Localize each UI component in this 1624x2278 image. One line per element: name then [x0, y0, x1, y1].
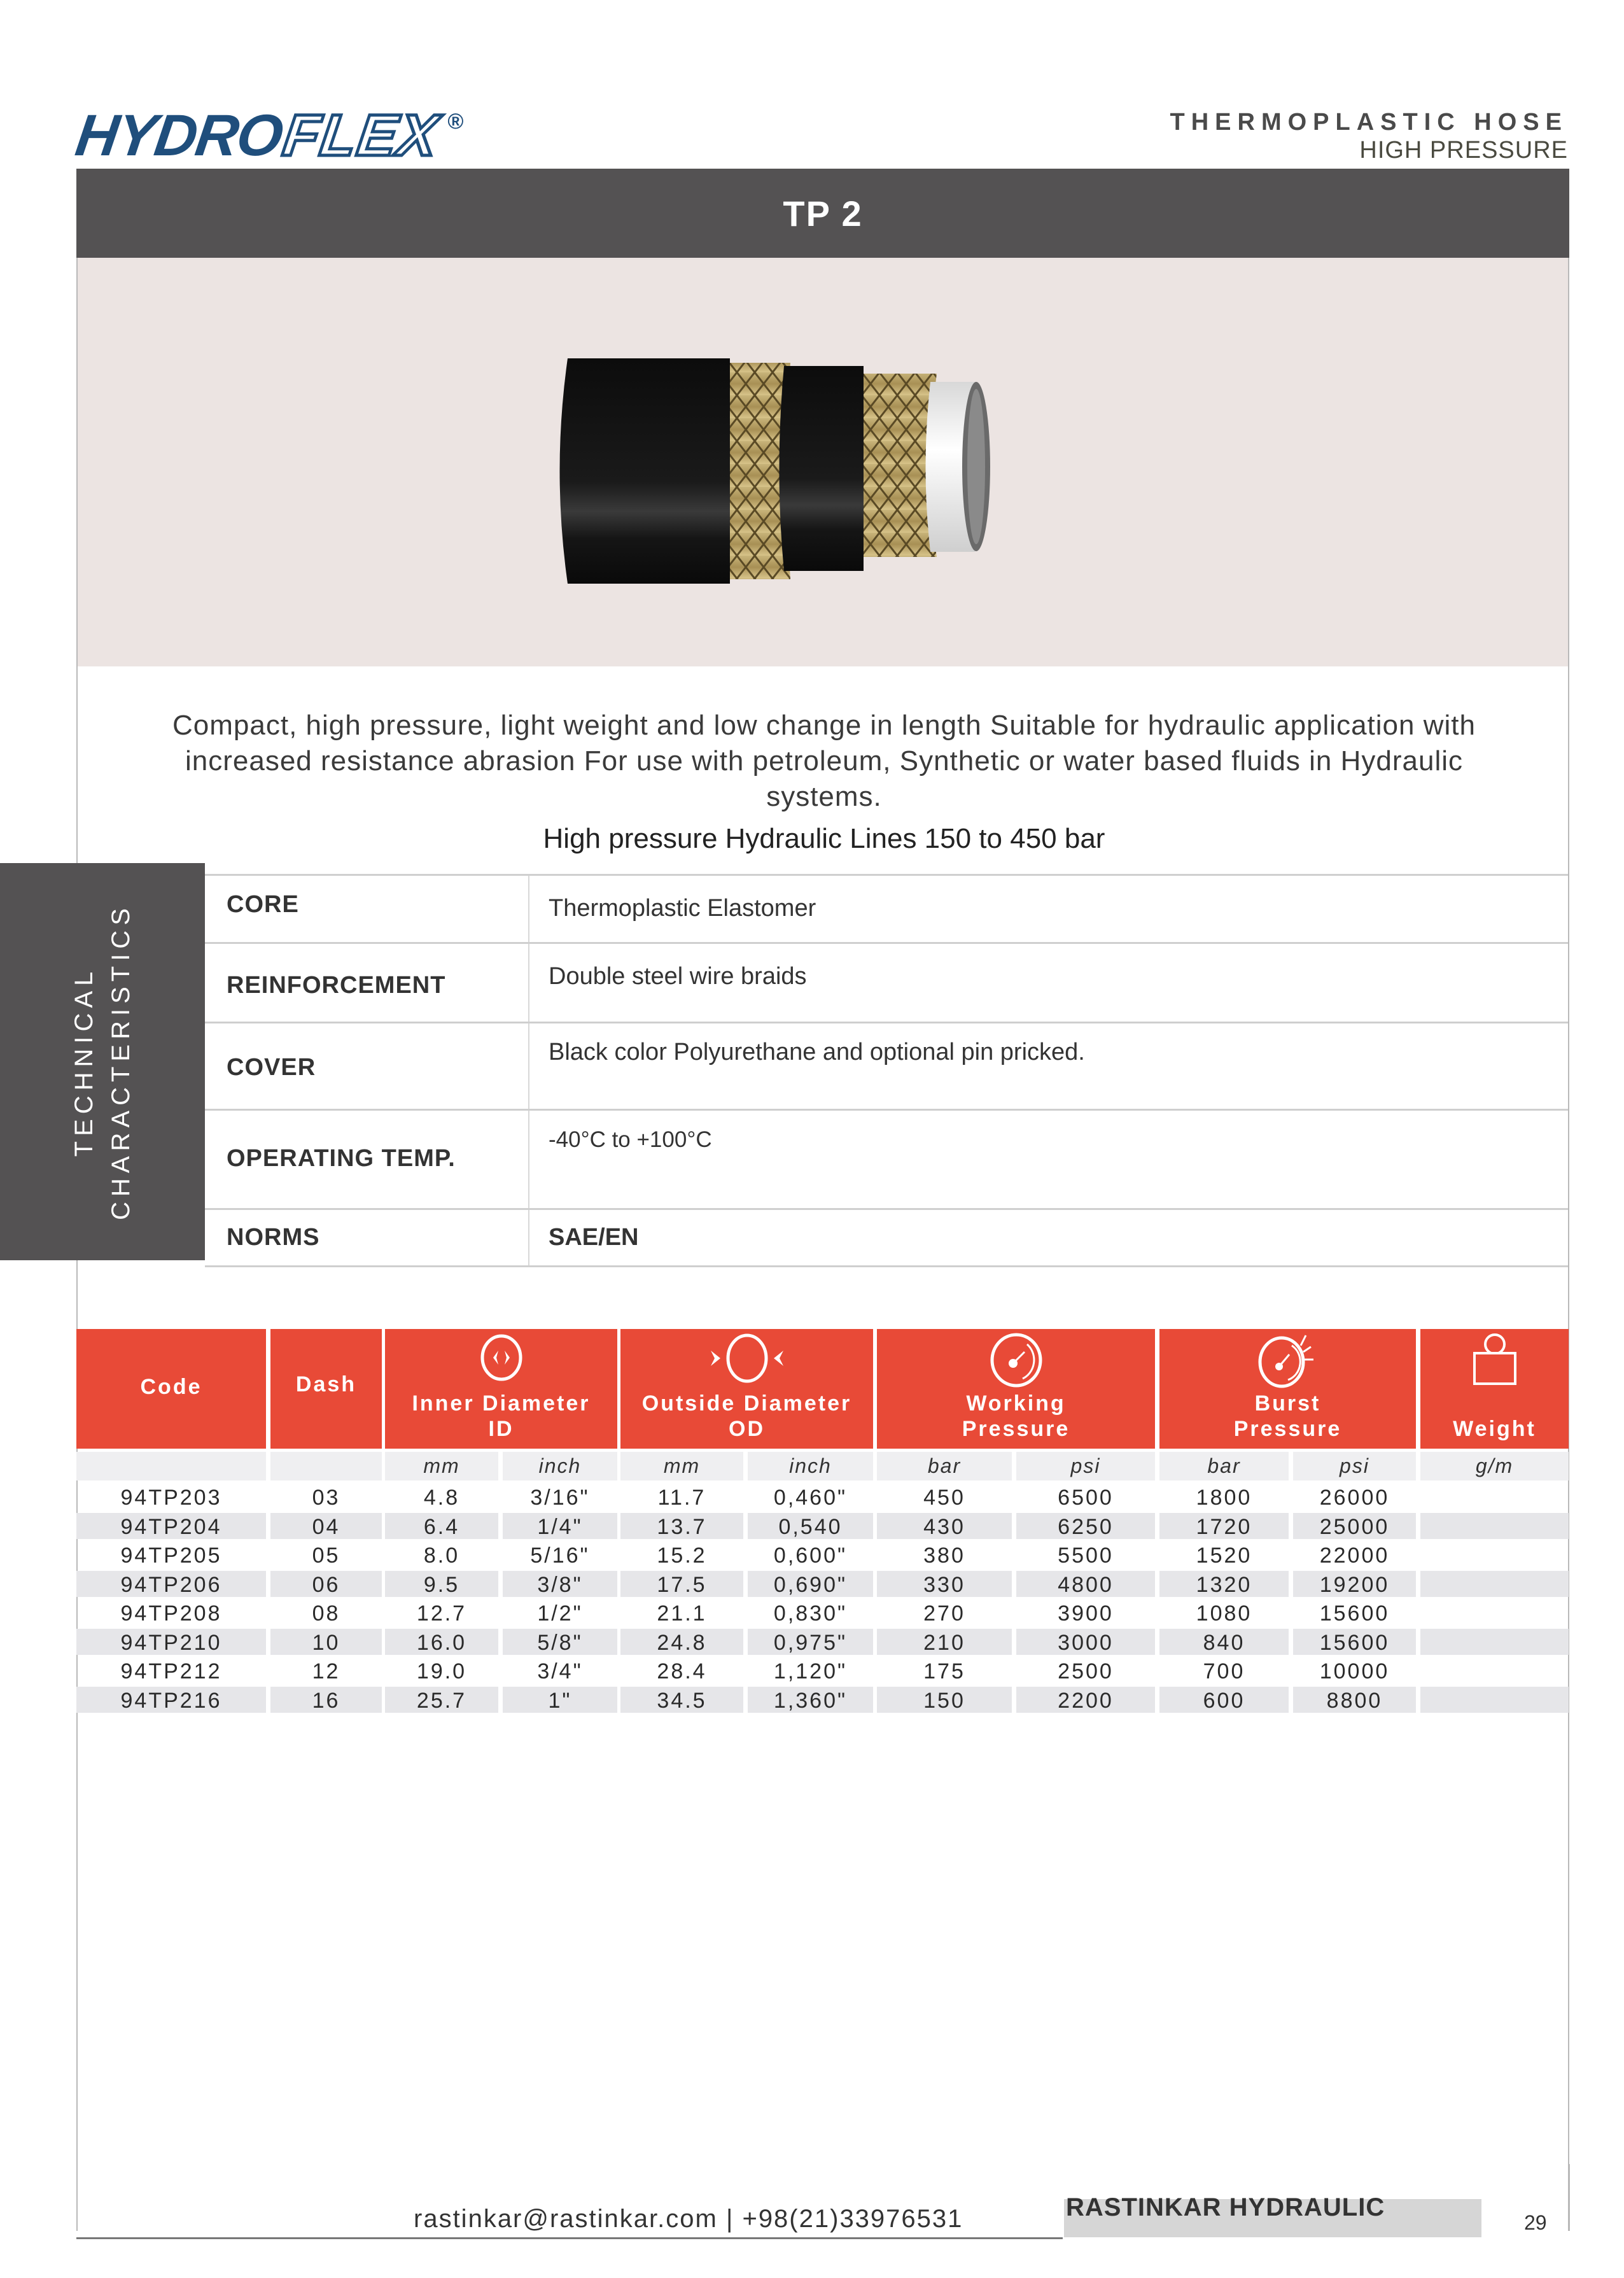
cell-od-inch: 0,975" — [748, 1629, 873, 1655]
cell-dash: 04 — [270, 1513, 382, 1539]
cell-wp-bar: 450 — [923, 1486, 965, 1510]
logo-text-outline: FLEX — [279, 103, 444, 168]
cell-id-mm: 6.4 — [385, 1513, 498, 1539]
registered-mark: ® — [447, 109, 464, 134]
category-title: THERMOPLASTIC HOSE — [1170, 109, 1568, 136]
cell-id-inch: 1/2" — [537, 1601, 583, 1626]
cell-od-mm: 28.4 — [657, 1659, 707, 1684]
footer-company: RASTINKAR HYDRAULIC — [1066, 2193, 1385, 2221]
header-inner-diameter — [385, 1329, 617, 1449]
footer-border-tick — [1569, 2164, 1570, 2231]
product-title: TP 2 — [783, 193, 863, 234]
cell-id-inch: 1/4" — [503, 1513, 617, 1539]
header-dash — [270, 1329, 382, 1449]
cell-wp-psi: 2200 — [1016, 1687, 1155, 1713]
tech-label: OPERATING TEMP. — [205, 1111, 529, 1208]
cell-code: 94TP216 — [76, 1687, 266, 1713]
cell-code: 94TP212 — [120, 1659, 222, 1684]
cell-wp-psi: 6250 — [1016, 1513, 1155, 1539]
unit-id-mm: mm — [385, 1452, 498, 1480]
footer-contact: rastinkar@rastinkar.com | +98(21)33976531 — [414, 2205, 963, 2233]
category-heading — [1170, 108, 1568, 164]
tech-row-norms — [205, 1208, 1568, 1267]
cell-wp-psi: 3000 — [1016, 1629, 1155, 1655]
cell-bp-psi: 19200 — [1293, 1571, 1416, 1597]
header-burst-pressure — [1159, 1329, 1416, 1449]
cell-od-mm: 34.5 — [620, 1687, 743, 1713]
page-border-right — [1568, 169, 1569, 2231]
cell-id-mm: 4.8 — [423, 1486, 460, 1510]
cell-weight — [1420, 1513, 1569, 1539]
cell-od-mm: 21.1 — [657, 1601, 707, 1626]
unit-wp-bar: bar — [877, 1452, 1012, 1480]
cell-od-inch: 0,830" — [773, 1601, 848, 1626]
outside-diameter-icon — [699, 1333, 795, 1384]
cell-od-mm: 24.8 — [620, 1629, 743, 1655]
cell-dash: 06 — [270, 1571, 382, 1597]
hose-image — [78, 258, 1568, 666]
header-weight-label: Weight — [1453, 1417, 1536, 1441]
side-label-line: TECHNICAL — [70, 966, 98, 1157]
cell-id-mm: 25.7 — [385, 1687, 498, 1713]
cell-id-mm: 19.0 — [416, 1659, 467, 1684]
description-line: increased resistance abrasion For use with petroleum, Synthetic or water based fluids in Hydraulic — [185, 745, 1464, 777]
cell-bp-bar: 700 — [1203, 1659, 1245, 1684]
header-working-pressure — [877, 1329, 1155, 1449]
header-dash-label: Dash — [295, 1372, 357, 1396]
cell-wp-bar: 430 — [877, 1513, 1012, 1539]
header-burst-label-2: Pressure — [1233, 1417, 1342, 1441]
cell-id-inch: 3/16" — [530, 1486, 590, 1510]
tech-label: NORMS — [205, 1210, 529, 1265]
header-working-label-1: Working — [966, 1391, 1066, 1416]
header-outside-diameter-label: Outside Diameter — [641, 1391, 852, 1416]
cell-wp-psi: 6500 — [1058, 1486, 1114, 1510]
description-line: systems. — [766, 781, 882, 812]
cell-od-inch: 0,690" — [748, 1571, 873, 1597]
cell-od-inch: 0,600" — [773, 1543, 848, 1568]
tech-value: Thermoplastic Elastomer — [549, 895, 816, 922]
unit-weight: g/m — [1420, 1452, 1569, 1480]
category-subtitle: HIGH PRESSURE — [1359, 137, 1568, 164]
cell-bp-bar: 1080 — [1196, 1601, 1252, 1626]
cell-weight — [1420, 1687, 1569, 1713]
burst-gauge-icon — [1250, 1332, 1326, 1389]
cell-bp-bar: 1800 — [1196, 1486, 1252, 1510]
cell-code: 94TP210 — [76, 1629, 266, 1655]
inner-diameter-icon — [479, 1333, 524, 1382]
header-code — [76, 1329, 266, 1449]
unit-od-inch: inch — [748, 1452, 873, 1480]
header-outside-diameter — [620, 1329, 873, 1449]
tech-label: COVER — [205, 1023, 529, 1109]
cell-bp-psi: 15600 — [1293, 1629, 1416, 1655]
header-inner-diameter-label: Inner Diameter — [412, 1391, 591, 1416]
cell-od-inch: 1,360" — [748, 1687, 873, 1713]
cell-wp-bar: 380 — [923, 1543, 965, 1568]
cell-code: 94TP204 — [76, 1513, 266, 1539]
cell-wp-bar: 330 — [877, 1571, 1012, 1597]
header-id-abbr: ID — [488, 1417, 514, 1441]
cell-dash: 12 — [312, 1659, 340, 1684]
product-title-bar — [76, 169, 1569, 258]
cell-dash: 05 — [312, 1543, 340, 1568]
cell-dash: 08 — [312, 1601, 340, 1626]
cell-bp-bar: 1720 — [1159, 1513, 1289, 1539]
cell-wp-psi: 3900 — [1058, 1601, 1114, 1626]
description-line: Compact, high pressure, light weight and low change in length Suitable for hydraulic application with — [172, 710, 1476, 741]
product-description — [83, 708, 1565, 815]
cell-id-mm: 8.0 — [423, 1543, 460, 1568]
cell-weight — [1420, 1542, 1569, 1568]
side-label-line: CHARACTERISTICS — [107, 903, 135, 1220]
hydroflex-logo — [71, 103, 464, 168]
cell-dash: 10 — [270, 1629, 382, 1655]
cell-wp-bar: 150 — [877, 1687, 1012, 1713]
pressure-range-line: High pressure Hydraulic Lines 150 to 450 bar — [543, 823, 1105, 854]
weight-icon — [1469, 1332, 1520, 1389]
cell-bp-bar: 840 — [1159, 1629, 1289, 1655]
cell-od-mm: 17.5 — [620, 1571, 743, 1597]
pressure-gauge-icon — [988, 1332, 1045, 1389]
page-number: 29 — [1524, 2211, 1547, 2234]
tech-row-operating-temp — [205, 1109, 1568, 1208]
unit-bp-psi: psi — [1293, 1452, 1416, 1480]
technical-characteristics-panel — [0, 863, 205, 1260]
product-image-area — [78, 258, 1568, 666]
cell-code: 94TP206 — [76, 1571, 266, 1597]
cell-bp-psi: 22000 — [1319, 1543, 1390, 1568]
tech-row-reinforcement — [205, 942, 1568, 1022]
footer-rule — [76, 2237, 1063, 2239]
cell-id-inch: 3/4" — [537, 1659, 583, 1684]
cell-weight — [1420, 1600, 1569, 1626]
tech-value: SAE/EN — [549, 1224, 639, 1251]
cell-id-mm: 9.5 — [385, 1571, 498, 1597]
tech-value: Double steel wire braids — [549, 963, 807, 990]
unit-id-inch: inch — [503, 1452, 617, 1480]
cell-weight — [1420, 1657, 1569, 1684]
cell-weight — [1420, 1484, 1569, 1510]
cell-bp-bar: 600 — [1159, 1687, 1289, 1713]
cell-bp-bar: 1320 — [1159, 1571, 1289, 1597]
cell-id-inch: 5/16" — [530, 1543, 590, 1568]
tech-row-core — [205, 874, 1568, 942]
cell-bp-psi: 8800 — [1293, 1687, 1416, 1713]
cell-bp-bar: 1520 — [1196, 1543, 1252, 1568]
header-weight — [1420, 1329, 1569, 1449]
unit-bp-bar: bar — [1159, 1452, 1289, 1480]
cell-wp-bar: 210 — [877, 1629, 1012, 1655]
cell-dash: 16 — [270, 1687, 382, 1713]
cell-id-inch: 3/8" — [503, 1571, 617, 1597]
cell-od-inch: 0,540 — [748, 1513, 873, 1539]
cell-wp-psi: 2500 — [1058, 1659, 1114, 1684]
technical-characteristics-label — [66, 903, 139, 1220]
cell-code: 94TP208 — [120, 1601, 222, 1626]
unit-code-blank — [76, 1452, 266, 1480]
technical-characteristics-table — [205, 874, 1568, 1267]
header-working-label-2: Pressure — [962, 1417, 1070, 1441]
cell-id-mm: 12.7 — [416, 1601, 467, 1626]
cell-od-inch: 1,120" — [773, 1659, 848, 1684]
tech-row-cover — [205, 1022, 1568, 1109]
unit-wp-psi: psi — [1016, 1452, 1155, 1480]
cell-od-mm: 15.2 — [657, 1543, 707, 1568]
cell-od-mm: 13.7 — [620, 1513, 743, 1539]
cell-wp-bar: 270 — [923, 1601, 965, 1626]
unit-od-mm: mm — [620, 1452, 743, 1480]
header-code-label: Code — [140, 1375, 202, 1399]
header-od-abbr: OD — [729, 1417, 765, 1441]
tech-value: -40°C to +100°C — [549, 1127, 712, 1152]
tech-label: REINFORCEMENT — [205, 944, 529, 1022]
cell-wp-psi: 4800 — [1016, 1571, 1155, 1597]
cell-wp-bar: 175 — [923, 1659, 965, 1684]
cell-id-mm: 16.0 — [385, 1629, 498, 1655]
unit-dash-blank — [270, 1452, 382, 1480]
cell-bp-psi: 26000 — [1319, 1486, 1390, 1510]
cell-bp-psi: 15600 — [1319, 1601, 1390, 1626]
cell-bp-psi: 10000 — [1319, 1659, 1390, 1684]
cell-weight — [1420, 1629, 1569, 1655]
cell-wp-psi: 5500 — [1058, 1543, 1114, 1568]
cell-dash: 03 — [312, 1486, 340, 1510]
cell-od-inch: 0,460" — [773, 1486, 848, 1510]
cell-od-mm: 11.7 — [657, 1486, 706, 1510]
cell-id-inch: 1" — [503, 1687, 617, 1713]
cell-code: 94TP203 — [120, 1486, 222, 1510]
header-burst-label-1: Burst — [1254, 1391, 1321, 1416]
cell-id-inch: 5/8" — [503, 1629, 617, 1655]
logo-text-bold: HYDRO — [71, 103, 286, 168]
tech-value: Black color Polyurethane and optional pin pricked. — [549, 1039, 1085, 1065]
cell-code: 94TP205 — [120, 1543, 222, 1568]
cell-bp-psi: 25000 — [1293, 1513, 1416, 1539]
tech-label: CORE — [205, 876, 529, 942]
cell-weight — [1420, 1571, 1569, 1597]
